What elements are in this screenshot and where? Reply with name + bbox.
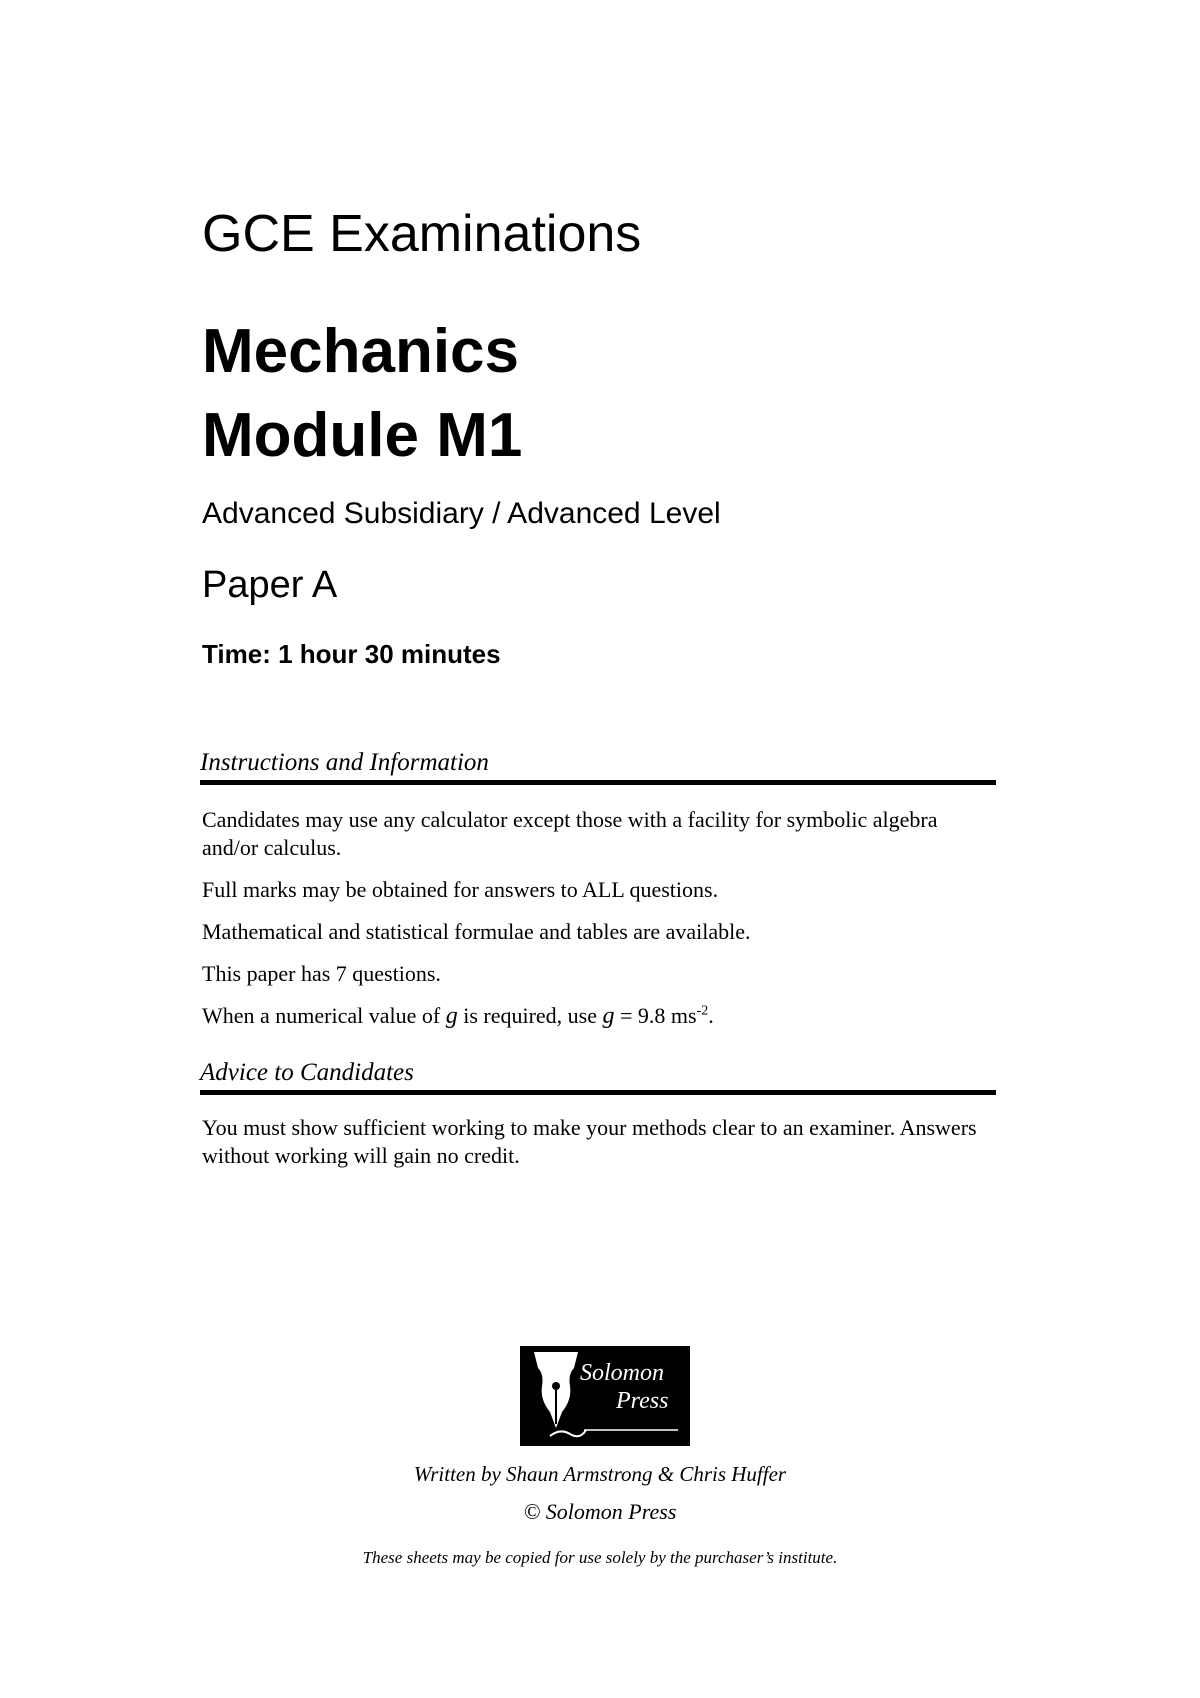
qualification-level: Advanced Subsidiary / Advanced Level: [202, 497, 721, 530]
instruction-calculator: Candidates may use any calculator except those with a facility for symbolic algebra and/or calculus.: [202, 807, 938, 860]
exam-board-title: GCE Examinations: [202, 205, 642, 263]
advice-heading: Advice to Candidates: [200, 1058, 996, 1095]
usage-notice: These sheets may be copied for use solely by the purchaser’s institute.: [362, 1548, 838, 1567]
instruction-formulae: Mathematical and statistical formulae and tables are available.: [202, 919, 751, 944]
gravity-variable-2: g: [602, 1003, 615, 1029]
logo-graphic: [520, 1346, 690, 1446]
subject-title-line2: Module M1: [202, 401, 523, 470]
advice-text: You must show sufficient working to make your methods clear to an examiner. Answers without working will gain no credit.: [202, 1115, 977, 1168]
gravity-value: = 9.8 ms: [614, 1003, 697, 1028]
gravity-exponent: -2: [696, 1003, 709, 1019]
time-allowed: Time: 1 hour 30 minutes: [202, 639, 501, 669]
gravity-prefix: When a numerical value of: [202, 1003, 446, 1028]
subject-title: [202, 310, 522, 478]
instruction-full-marks: Full marks may be obtained for answers to ALL questions.: [202, 877, 719, 902]
logo-text-line1: Solomon: [580, 1360, 664, 1386]
instruction-gravity: [202, 1002, 992, 1030]
gravity-variable: g: [445, 1003, 458, 1029]
instructions-heading: Instructions and Information: [200, 748, 996, 785]
paper-label: Paper A: [202, 564, 338, 606]
copyright-notice: © Solomon Press: [523, 1499, 677, 1524]
logo-text-line2: Press: [616, 1388, 669, 1414]
subject-title-line1: Mechanics: [202, 317, 520, 386]
gravity-middle: is required, use: [457, 1003, 603, 1028]
instruction-question-count: This paper has 7 questions.: [202, 961, 441, 986]
gravity-suffix: .: [708, 1003, 714, 1028]
advice-block: [202, 1114, 992, 1184]
solomon-press-logo: [520, 1346, 690, 1446]
authors-credit: Written by Shaun Armstrong & Chris Huffer: [413, 1462, 787, 1486]
instructions-list: [202, 806, 992, 1044]
